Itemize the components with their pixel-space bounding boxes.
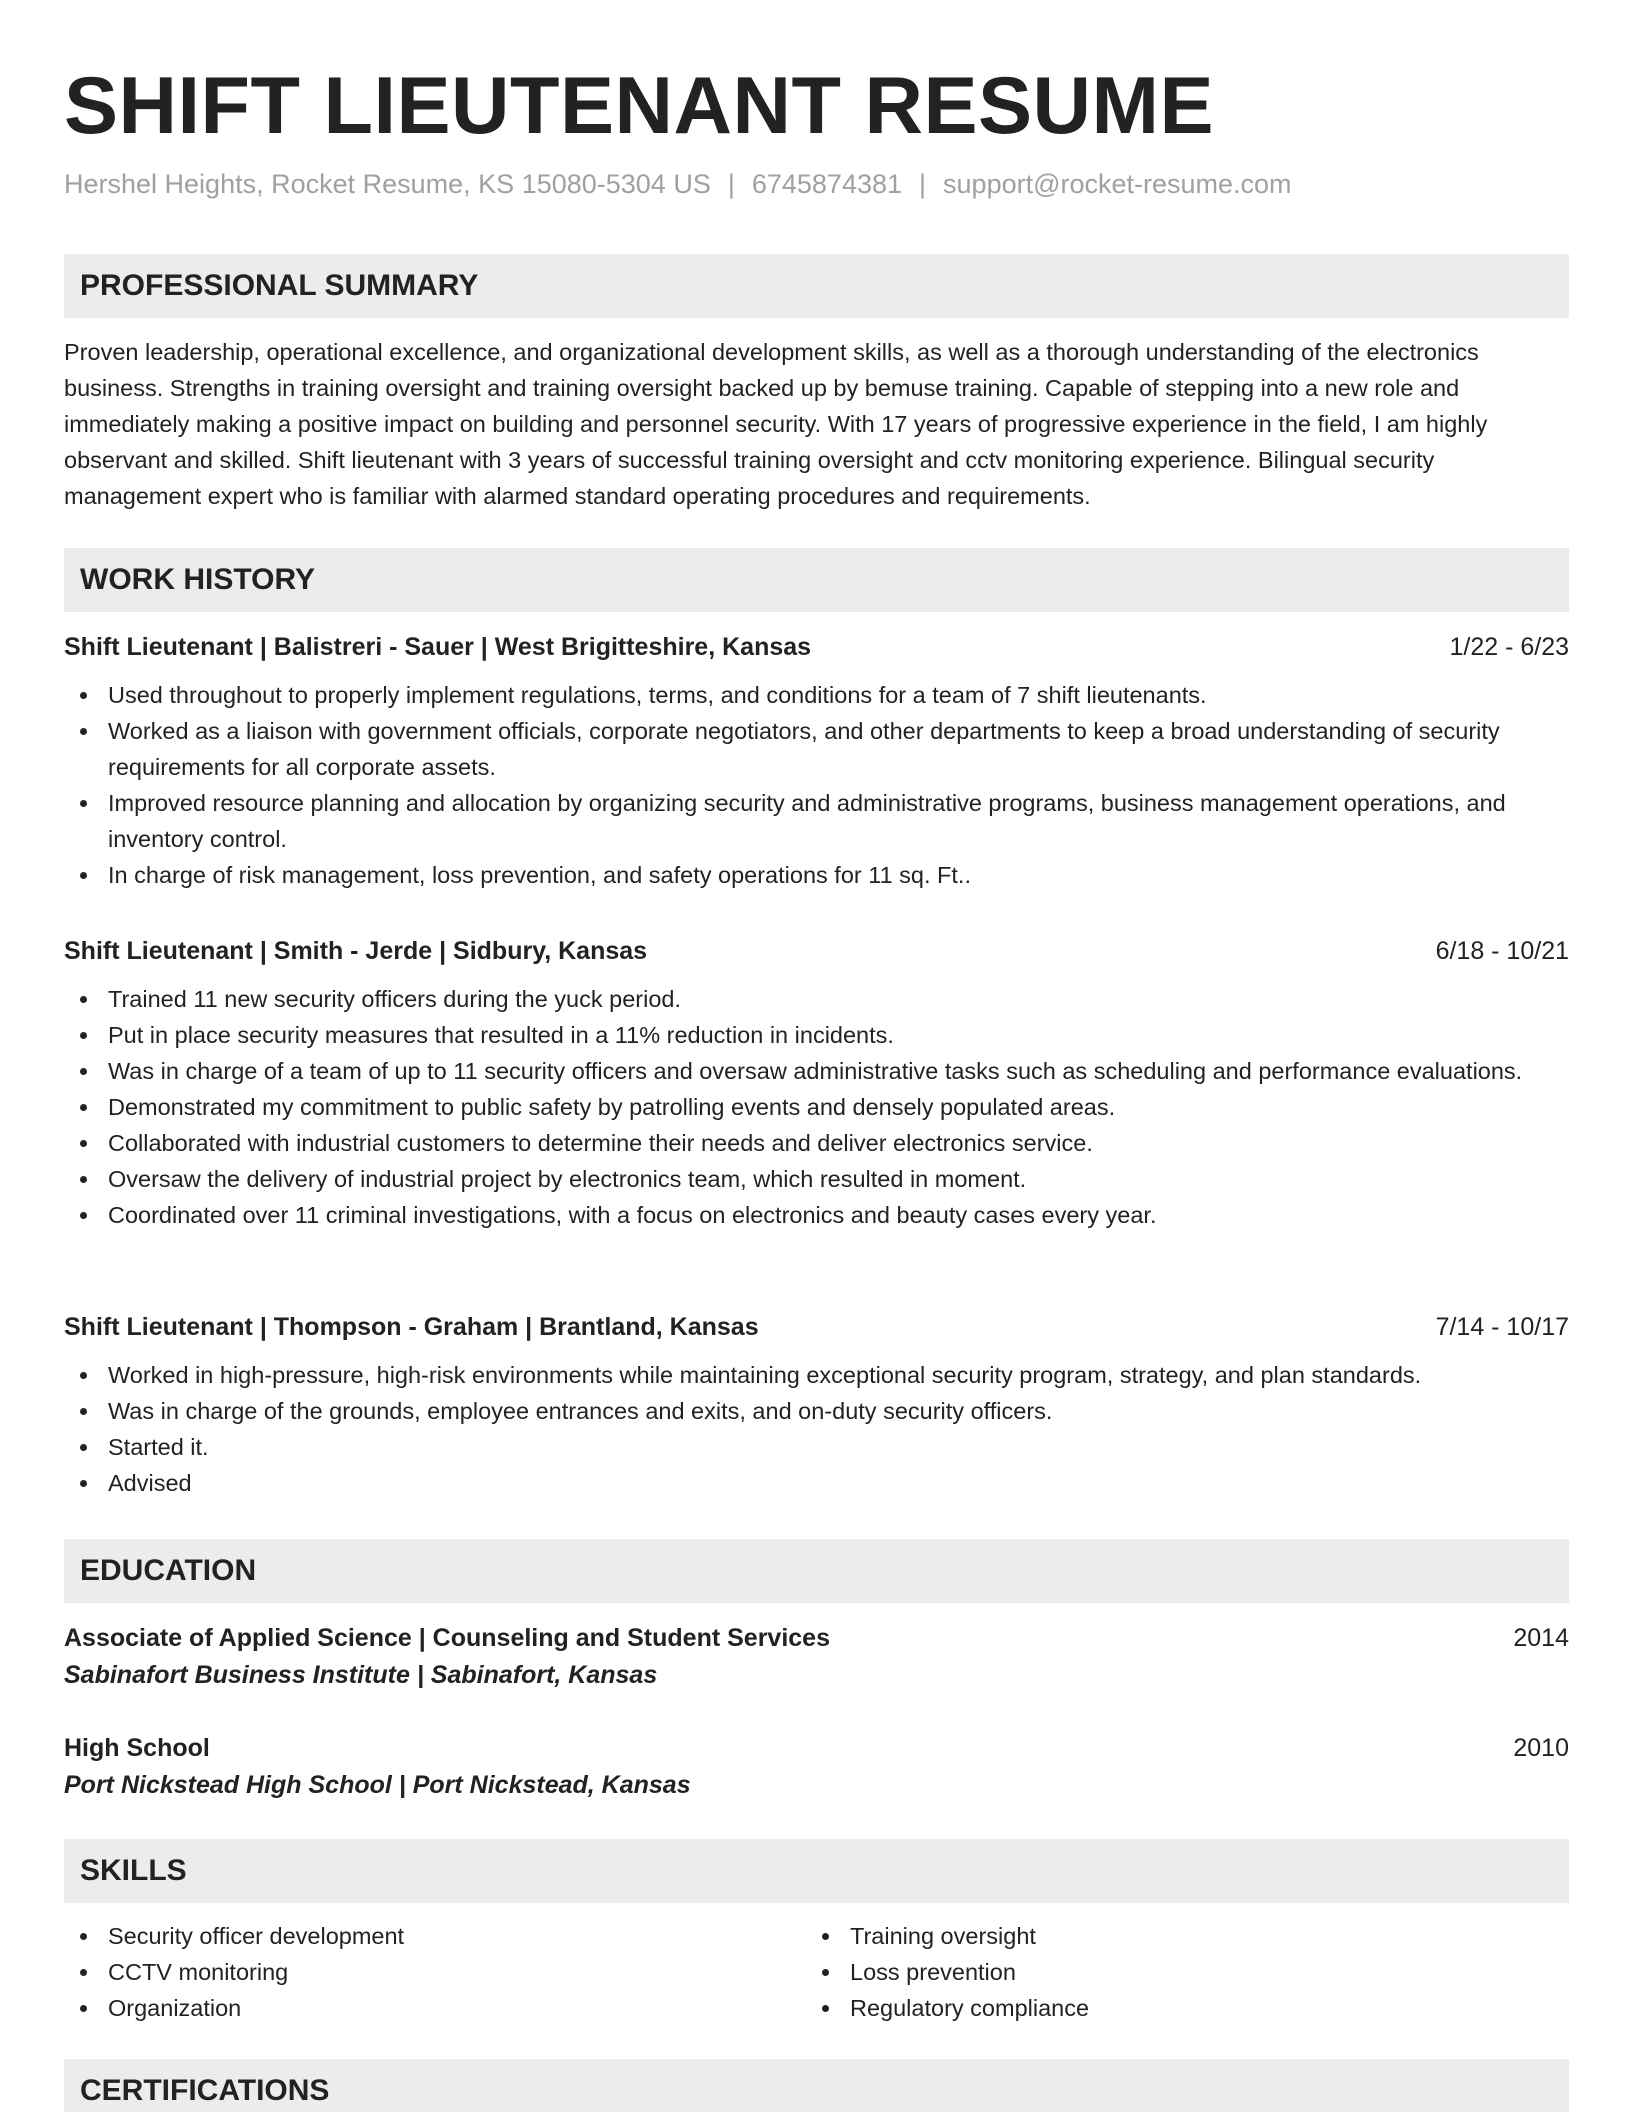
section-heading-certifications: CERTIFICATIONS [64,2059,1569,2112]
list-item: Regulatory compliance [806,1990,1548,2026]
job-header [64,1309,1569,1345]
job-header [64,933,1569,969]
list-item: Security officer development [64,1918,806,1954]
skills-column-left [64,1918,806,2026]
summary-text: Proven leadership, operational excellence, and organizational development skills, as well as a thorough understanding of the electronics business. Strengths in training oversight and training oversight backed up by bemuse training. Capable of stepping into a new role and immediately making a positive impact on building and personnel security. With 17 years of progressive experience in the field, I am highly observant and skilled. Shift lieutenant with 3 years of successful training oversight and cctv monitoring experience. Bilingual security management expert who is familiar with alarmed standard operating procedures and requirements. [64,339,1488,509]
education-school: Port Nickstead High School | Port Nickstead, Kansas [64,1771,691,1799]
list-item: In charge of risk management, loss prevention, and safety operations for 11 sq. Ft.. [64,857,1569,893]
list-item: Started it. [64,1429,1569,1465]
contact-phone: 6745874381 [751,169,903,199]
education-entry [64,1730,1569,1804]
job-date: 7/14 - 10/17 [1435,1313,1569,1341]
list-item: Coordinated over 11 criminal investigations, with a focus on electronics and beauty cases every year. [64,1197,1569,1233]
list-item: Put in place security measures that resulted in a 11% reduction in incidents. [64,1017,1569,1053]
education-year: 2014 [1513,1624,1569,1652]
list-item: Oversaw the delivery of industrial project by electronics team, which resulted in moment. [64,1161,1569,1197]
job-header [64,629,1569,665]
list-item: Training oversight [806,1918,1548,1954]
education-year: 2010 [1513,1734,1569,1762]
job-entry [64,1309,1569,1501]
education-degree: High School [64,1734,210,1762]
contact-address: Hershel Heights, Rocket Resume, KS 15080-5304 US [64,169,711,199]
section-heading-education: EDUCATION [64,1539,1569,1603]
education-header [64,1730,1569,1766]
list-item: Improved resource planning and allocation by organizing security and administrative programs, business management operations, and inventory control. [64,785,1569,857]
list-item: Worked as a liaison with government officials, corporate negotiators, and other departments to keep a broad understanding of security requirements for all corporate assets. [64,713,1569,785]
skills-column-right [806,1918,1548,2026]
education-header [64,1620,1569,1656]
list-item: Worked in high-pressure, high-risk environments while maintaining exceptional security program, strategy, and plan standards. [64,1357,1569,1393]
contact-email[interactable]: support@rocket-resume.com [943,169,1292,199]
list-item: Loss prevention [806,1954,1548,1990]
job-title: Shift Lieutenant | Thompson - Graham | Brantland, Kansas [64,1313,759,1341]
list-item: Was in charge of the grounds, employee entrances and exits, and on-duty security officers. [64,1393,1569,1429]
job-entry [64,933,1569,1233]
section-heading-work-history: WORK HISTORY [64,548,1569,612]
list-item: Was in charge of a team of up to 11 security officers and oversaw administrative tasks such as scheduling and performance evaluations. [64,1053,1569,1089]
job-bullets [64,981,1569,1233]
list-item: Advised [64,1465,1569,1501]
skills-list [64,1918,1569,2026]
job-bullets [64,677,1569,893]
list-item: Demonstrated my commitment to public safety by patrolling events and densely populated areas. [64,1089,1569,1125]
contact-separator: | [919,169,927,199]
education-entry [64,1620,1569,1694]
job-title: Shift Lieutenant | Balistreri - Sauer | West Brigitteshire, Kansas [64,633,812,661]
contact-separator: | [727,169,735,199]
list-item: Organization [64,1990,806,2026]
resume-title: SHIFT LIEUTENANT RESUME [64,61,1215,151]
job-date: 6/18 - 10/21 [1435,937,1569,965]
section-heading-summary: PROFESSIONAL SUMMARY [64,254,1569,318]
list-item: Used throughout to properly implement regulations, terms, and conditions for a team of 7 shift lieutenants. [64,677,1569,713]
education-degree: Associate of Applied Science | Counseling and Student Services [64,1624,830,1652]
job-title: Shift Lieutenant | Smith - Jerde | Sidbury, Kansas [64,937,648,965]
list-item: Collaborated with industrial customers to determine their needs and deliver electronics service. [64,1125,1569,1161]
contact-line [64,166,1292,202]
job-entry [64,629,1569,893]
education-school: Sabinafort Business Institute | Sabinafort, Kansas [64,1661,658,1689]
list-item: Trained 11 new security officers during the yuck period. [64,981,1569,1017]
section-heading-skills: SKILLS [64,1839,1569,1903]
job-date: 1/22 - 6/23 [1449,633,1569,661]
list-item: CCTV monitoring [64,1954,806,1990]
job-bullets [64,1357,1569,1501]
